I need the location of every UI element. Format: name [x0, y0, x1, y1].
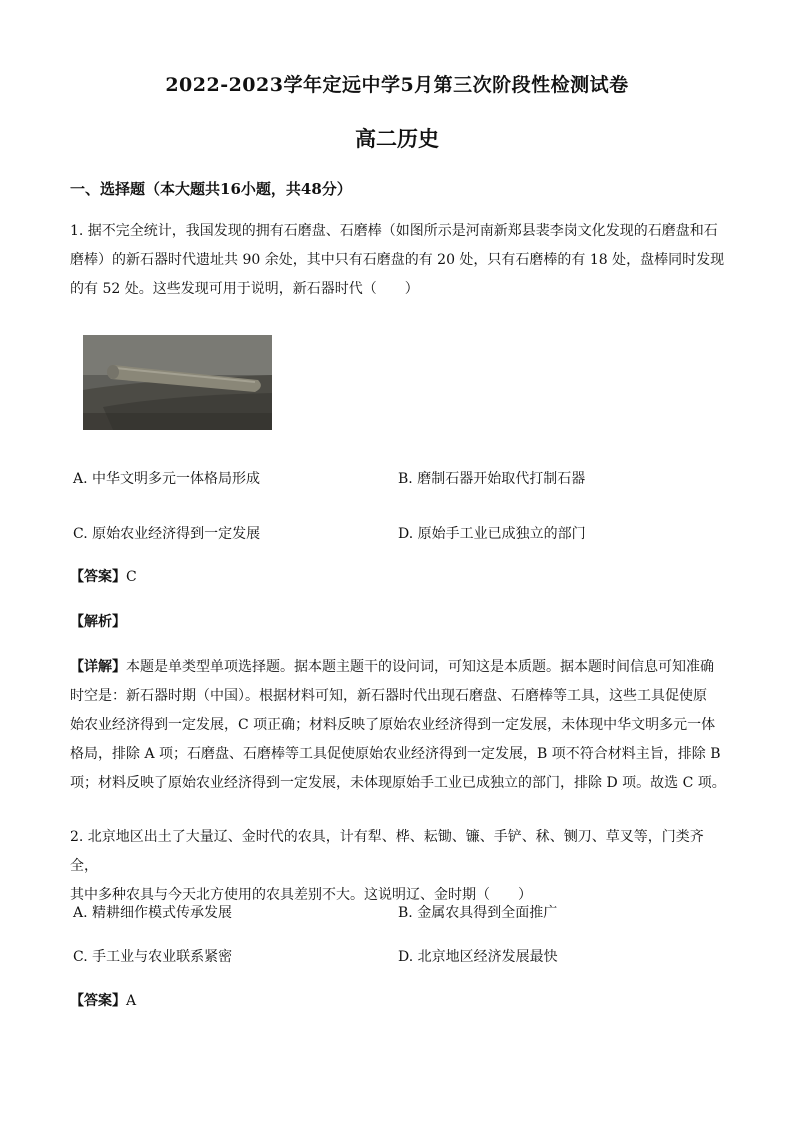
answer-value: A: [126, 993, 137, 1009]
detail-label: 【详解】: [70, 659, 126, 675]
detail-text: 本题是单类型单项选择题。据本题主题干的设问词，可知这是本质题。据本题时间信息可知准确: [126, 659, 714, 675]
millstone-photo: [83, 335, 272, 430]
q1-option-d[interactable]: D. 原始手工业已成独立的部门: [398, 526, 586, 542]
q1-option-c[interactable]: C. 原始农业经济得到一定发展: [73, 526, 261, 542]
question-1-line: 1. 据不完全统计，我国发现的拥有石磨盘、石磨棒（如图所示是河南新郑县裴李岗文化发现的石磨盘和石: [70, 223, 718, 239]
q1-answer: [70, 566, 137, 586]
detail-line: 始农业经济得到一定发展，C 项正确；材料反映了原始农业经济得到一定发展，未体现中华文明多元一体: [70, 717, 716, 733]
analysis-label: 【解析】: [70, 614, 126, 630]
question-2-line: 2. 北京地区出土了大量辽、金时代的农具，计有犁、桦、耘锄、镰、手铲、秫、铡刀、草叉等，门类齐全，: [70, 829, 704, 874]
q2-option-c[interactable]: C. 手工业与农业联系紧密: [73, 949, 233, 965]
q1-option-b[interactable]: B. 磨制石器开始取代打制石器: [398, 471, 586, 487]
question-2-stem: [70, 823, 730, 910]
detail-line: [70, 653, 730, 682]
question-1-stem: [70, 217, 730, 304]
q1-analysis-label: [70, 611, 126, 631]
exam-title: 2022-2023学年定远中学5月第三次阶段性检测试卷: [165, 74, 629, 96]
detail-line: 格局，排除 A 项；石磨盘、石磨棒等工具促使原始农业经济得到一定发展，B 项不符合材料主旨，排除 B: [70, 746, 721, 762]
q1-option-a[interactable]: A. 中华文明多元一体格局形成: [73, 471, 261, 487]
answer-value: C: [126, 569, 137, 585]
question-2-line: 其中多种农具与今天北方使用的农具差别不大。这说明辽、金时期（ ）: [70, 887, 532, 903]
q2-option-b[interactable]: B. 金属农具得到全面推广: [398, 905, 558, 921]
detail-line: 项；材料反映了原始农业经济得到一定发展，未体现原始手工业已成独立的部门，排除 D 项。故选 C 项。: [70, 775, 726, 791]
q1-detail: [70, 653, 730, 798]
question-1-line: 磨棒）的新石器时代遗址共 90 余处，其中只有石磨盘的有 20 处，只有石磨棒的有 18 处，盘棒同时发现: [70, 252, 725, 268]
q2-option-a[interactable]: A. 精耕细作模式传承发展: [73, 905, 233, 921]
q2-option-d[interactable]: D. 北京地区经济发展最快: [398, 949, 558, 965]
section-heading: 一、选择题（本大题共16小题，共48分）: [70, 180, 352, 198]
q2-answer: [70, 990, 136, 1010]
answer-label: 【答案】: [70, 569, 126, 585]
answer-label: 【答案】: [70, 993, 126, 1009]
exam-subtitle: 高二历史: [355, 126, 439, 151]
question-1-line: 的有 52 处。这些发现可用于说明，新石器时代（ ）: [70, 281, 419, 297]
detail-line: 时空是：新石器时期（中国）。根据材料可知，新石器时代出现石磨盘、石磨棒等工具，这些工具促使原: [70, 688, 707, 704]
